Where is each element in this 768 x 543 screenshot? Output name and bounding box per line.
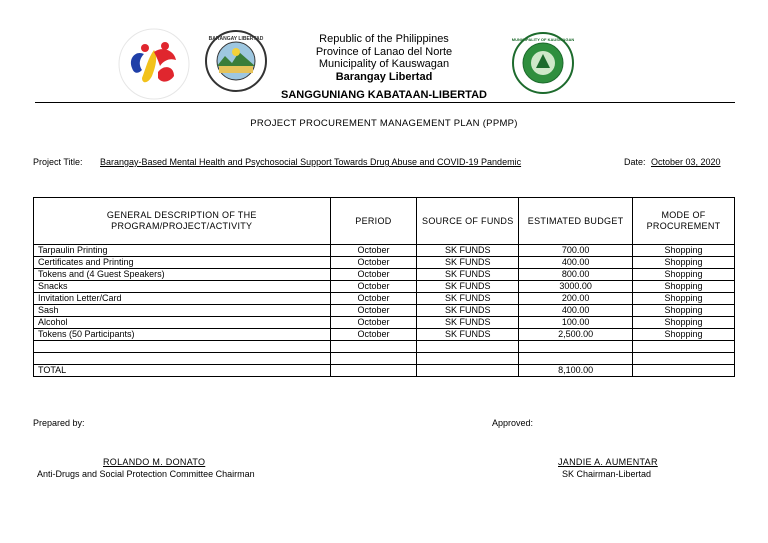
header-divider (35, 102, 735, 103)
header-source-of-funds: SOURCE OF FUNDS (417, 198, 519, 245)
approved-by-name: JANDIE A. AUMENTAR (558, 457, 658, 467)
cell-description: Tarpaulin Printing (34, 245, 331, 257)
cell-mode: Shopping (633, 257, 735, 269)
cell-source: SK FUNDS (417, 329, 519, 341)
prepared-by-label: Prepared by: (33, 418, 85, 428)
table-row (34, 281, 735, 293)
cell-budget: 400.00 (519, 305, 633, 317)
table-row (34, 293, 735, 305)
cell-source: SK FUNDS (417, 269, 519, 281)
header-barangay: Barangay Libertad (335, 71, 433, 83)
table-row (34, 329, 735, 341)
cell-budget: 200.00 (519, 293, 633, 305)
header-municipality: Municipality of Kauswagan (318, 58, 450, 70)
cell-period: October (330, 329, 417, 341)
table-row (34, 305, 735, 317)
cell-source: SK FUNDS (417, 317, 519, 329)
table-header-row (34, 198, 735, 245)
cell-mode: Shopping (633, 281, 735, 293)
cell-description: Alcohol (34, 317, 331, 329)
municipal-seal-text: MUNICIPALITY OF KAUSWAGAN (512, 37, 574, 42)
total-label: TOTAL (34, 365, 331, 377)
cell-budget: 400.00 (519, 257, 633, 269)
header-province: Province of Lanao del Norte (315, 46, 453, 58)
cell-period: October (330, 317, 417, 329)
cell-budget: 3000.00 (519, 281, 633, 293)
cell-source: SK FUNDS (417, 305, 519, 317)
approved-by-title: SK Chairman-Libertad (562, 469, 652, 479)
cell-mode: Shopping (633, 293, 735, 305)
barangay-seal-text: BARANGAY LIBERTAD (208, 36, 264, 42)
cell-source: SK FUNDS (417, 245, 519, 257)
header-mode-of-procurement: MODE OF PROCUREMENT (633, 198, 735, 245)
cell-description: Sash (34, 305, 331, 317)
prepared-by-title: Anti-Drugs and Social Protection Committee Chairman (37, 469, 255, 479)
cell-period: October (330, 305, 417, 317)
cell-mode: Shopping (633, 245, 735, 257)
cell-period: October (330, 269, 417, 281)
header-estimated-budget: ESTIMATED BUDGET (519, 198, 633, 245)
table-row-empty (34, 341, 735, 353)
table-row (34, 317, 735, 329)
cell-mode: Shopping (633, 269, 735, 281)
approved-label: Approved: (492, 418, 534, 428)
cell-period: October (330, 257, 417, 269)
project-title-value: Barangay-Based Mental Health and Psychosocial Support Towards Drug Abuse and COVID-19 Pandemic (100, 157, 522, 167)
cell-source: SK FUNDS (417, 257, 519, 269)
cell-mode: Shopping (633, 305, 735, 317)
cell-budget: 100.00 (519, 317, 633, 329)
cell-description: Snacks (34, 281, 331, 293)
cell-period: October (330, 281, 417, 293)
document-title: PROJECT PROCUREMENT MANAGEMENT PLAN (PPMP) (250, 118, 518, 129)
cell-period: October (330, 245, 417, 257)
cell-description: Tokens (50 Participants) (34, 329, 331, 341)
table-total-row (34, 365, 735, 377)
cell-source: SK FUNDS (417, 293, 519, 305)
header-description: GENERAL DESCRIPTION OF THE PROGRAM/PROJECT/ACTIVITY (34, 198, 331, 245)
prepared-by-name: ROLANDO M. DONATO (103, 457, 206, 467)
cell-description: Tokens and (4 Guest Speakers) (34, 269, 331, 281)
header-republic: Republic of the Philippines (319, 33, 449, 45)
cell-budget: 800.00 (519, 269, 633, 281)
ppmp-table (33, 197, 735, 377)
cell-budget: 2,500.00 (519, 329, 633, 341)
cell-description: Invitation Letter/Card (34, 293, 331, 305)
header-period: PERIOD (330, 198, 417, 245)
cell-mode: Shopping (633, 329, 735, 341)
date-value: October 03, 2020 (651, 157, 721, 167)
table-row (34, 269, 735, 281)
cell-budget: 700.00 (519, 245, 633, 257)
date-label: Date: (624, 157, 646, 167)
project-title-label: Project Title: (33, 157, 83, 167)
cell-description: Certificates and Printing (34, 257, 331, 269)
total-value: 8,100.00 (519, 365, 633, 377)
cell-mode: Shopping (633, 317, 735, 329)
table-row (34, 245, 735, 257)
cell-period: October (330, 293, 417, 305)
table-row-empty (34, 353, 735, 365)
cell-source: SK FUNDS (417, 281, 519, 293)
table-row (34, 257, 735, 269)
header-organization: SANGGUNIANG KABATAAN-LIBERTAD (281, 89, 487, 101)
